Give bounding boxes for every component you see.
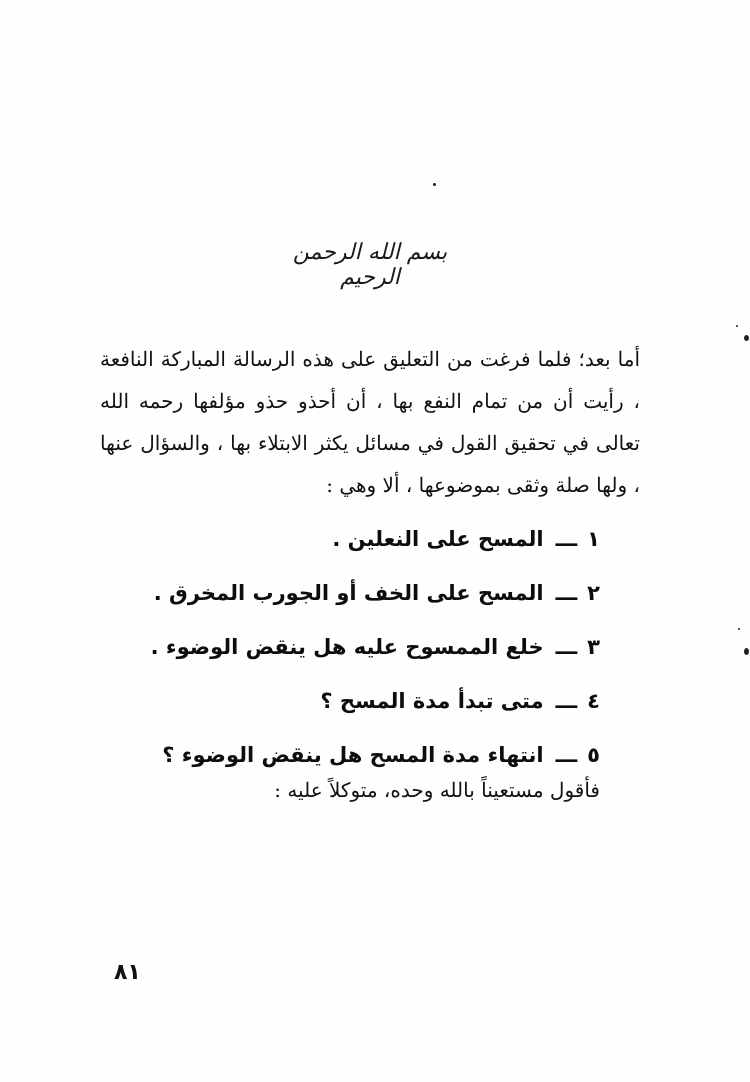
intro-paragraph: أما بعد؛ فلما فرغت من التعليق على هذه الرسالة المباركة النافعة ، رأيت أن من تمام النفع بها ، أن أحذو حذو مؤلفها رحمه الله تعالى في تحقيق القول في مسائل يكثر الابتلاء بها ، والسؤال عنها ، ولها صلة وثقى بموضوعها ، ألا وهي : [100, 347, 640, 497]
scan-speck [744, 335, 749, 341]
item-text: انتهاء مدة المسح هل ينقض الوضوء ؟ [162, 743, 544, 767]
item-text: خلع الممسوح عليه هل ينقض الوضوء . [150, 635, 544, 659]
item-text: المسح على الخف أو الجورب المخرق . [153, 581, 544, 605]
scan-speck [744, 648, 749, 655]
item-number: ٢ [587, 581, 600, 605]
list-item [120, 674, 600, 728]
scan-speck [433, 183, 436, 186]
closing-line: فأقول مستعيناً بالله وحده، متوكلاً عليه : [274, 778, 600, 802]
item-text: متى تبدأ مدة المسح ؟ [320, 689, 544, 713]
basmala-heading: بسم الله الرحمن الرحيم [292, 240, 448, 290]
item-number: ١ [587, 527, 600, 551]
item-dash: ـــ [555, 743, 578, 767]
list-item [120, 566, 600, 620]
item-dash: ـــ [555, 581, 578, 605]
list-item [120, 620, 600, 674]
item-dash: ـــ [555, 689, 578, 713]
scan-speck [738, 628, 740, 630]
page-number: ٨١ [114, 960, 141, 985]
item-dash: ـــ [555, 527, 578, 551]
item-number: ٥ [587, 743, 600, 767]
item-dash: ـــ [555, 635, 578, 659]
topic-list [120, 512, 600, 782]
item-number: ٣ [587, 635, 600, 659]
list-item [120, 512, 600, 566]
item-text: المسح على النعلين . [332, 527, 544, 551]
scan-speck [736, 325, 738, 327]
item-number: ٤ [587, 689, 600, 713]
